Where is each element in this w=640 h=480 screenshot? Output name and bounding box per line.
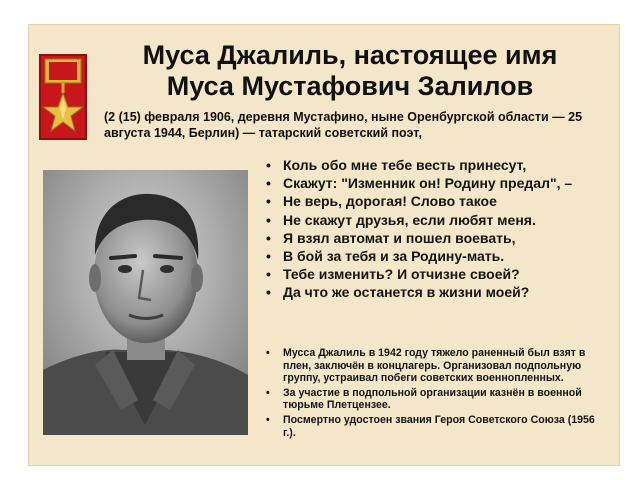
poem-line: • Коль обо мне тебе весть принесут, (262, 156, 612, 174)
hero-medal-icon (38, 53, 88, 141)
poem-list (262, 156, 612, 302)
portrait-photo (43, 170, 248, 435)
right-ear (191, 264, 203, 292)
poem-line: • Я взял автомат и пошел воевать, (262, 229, 612, 247)
fact-item: • Посмертно удостоен звания Героя Советского Союза (1956 г.). (262, 414, 607, 439)
fact-item: • За участие в подпольной организации казнён в военной тюрьме Плетцензее. (262, 387, 607, 412)
facts-list (262, 347, 607, 441)
right-brow (155, 256, 181, 258)
poem-line: • Да что же останется в жизни моей? (262, 283, 612, 301)
title-line-1: Муса Джалиль, настоящее имя (142, 40, 558, 70)
page-title (100, 40, 600, 102)
medal-ribbon (49, 62, 77, 80)
fact-item: • Мусса Джалиль в 1942 году тяжело раненный был взят в плен, заключён в концлагерь. Организовал подпольную группу, устраивал побеги советских военнопленных. (262, 347, 607, 385)
poem-line: • Тебе изменить? И отчизне своей? (262, 265, 612, 283)
left-ear (89, 264, 101, 292)
poem-line: • В бой за тебя и за Родину-мать. (262, 247, 612, 265)
title-line-2: Муса Мустафович Залилов (166, 71, 534, 101)
left-eye (118, 265, 132, 273)
poem-line: • Не скажут друзья, если любят меня. (262, 211, 612, 229)
right-eye (160, 265, 174, 273)
left-brow (111, 256, 135, 258)
poem-line: • Не верь, дорогая! Слово такое (262, 192, 612, 210)
subtitle: (2 (15) февраля 1906, деревня Мустафино, ныне Оренбургской области — 25 августа 1944, Берлин) — татарский советский поэт, (104, 110, 583, 140)
poem-line: • Скажут: "Изменник он! Родину предал", – (262, 174, 612, 192)
